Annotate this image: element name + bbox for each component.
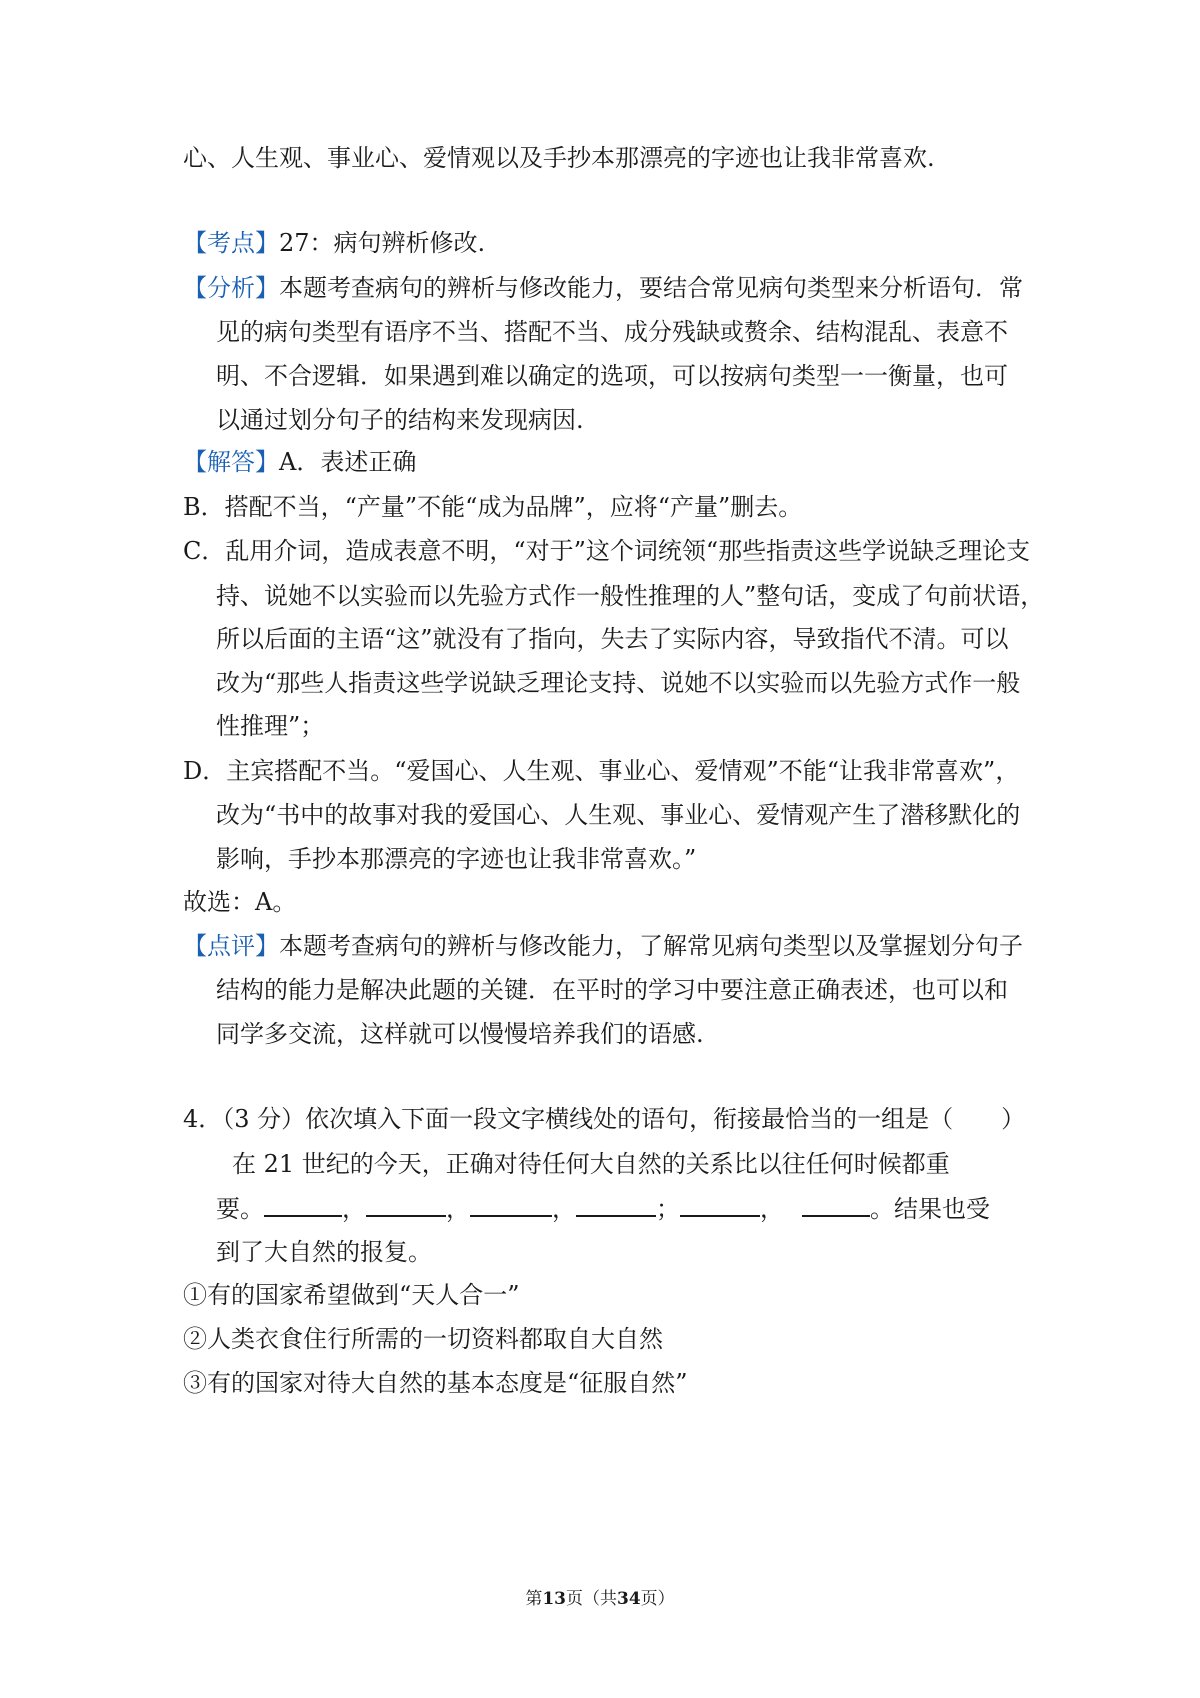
jieda-option-b: B．搭配不当，“产量”不能“成为品牌”，应将“产量”删去。 [183, 493, 803, 521]
continued-text: 心、人生观、事业心、爱情观以及手抄本那漂亮的字迹也让我非常喜欢. [183, 144, 935, 172]
fill-blank-4 [576, 1193, 656, 1217]
punctuation: ， [552, 1195, 576, 1223]
jieda-option-d-line: 改为“书中的故事对我的爱国心、人生观、事业心、爱情观产生了潜移默化的 [216, 801, 1021, 829]
question-option: ③有的国家对待大自然的基本态度是“征服自然” [183, 1369, 688, 1397]
fill-blank-2 [366, 1193, 446, 1217]
jieda-paragraph [183, 447, 1030, 477]
answer-line: 故选：A。 [183, 888, 297, 916]
footer-text: 页） [640, 1589, 675, 1609]
jieda-tag: 【解答】 [183, 448, 279, 476]
question-stem: 4．（3 分）依次填入下面一段文字横线处的语句，衔接最恰当的一组是（ ） [183, 1105, 1026, 1133]
fill-blank-6 [802, 1193, 870, 1217]
kaodian-paragraph [183, 228, 1030, 258]
dianping-line: 本题考查病句的辨析与修改能力，了解常见病句类型以及掌握划分句子 [279, 932, 1023, 960]
punctuation: ； [656, 1195, 680, 1223]
footer-text: 页（共 [566, 1589, 617, 1609]
kaodian-text: 27：病句辨析修改. [279, 229, 486, 257]
jieda-option-c: C．乱用介词，造成表意不明，“对于”这个词统领“那些指责这些学说缺乏理论支 [183, 537, 1031, 565]
dianping-tag: 【点评】 [183, 932, 279, 960]
question-passage-blanks [216, 1193, 1030, 1224]
fenxi-line: 以通过划分句子的结构来发现病因. [216, 406, 584, 434]
jieda-option-c-line: 改为“那些人指责这些学说缺乏理论支持、说她不以实验而以先验方式作一般 [216, 669, 1021, 697]
punctuation: ， [760, 1195, 784, 1223]
question-option: ①有的国家希望做到“天人合一” [183, 1281, 520, 1309]
passage-text: 要。 [216, 1195, 264, 1223]
fill-blank-3 [470, 1193, 552, 1217]
jieda-option-c-line: 持、说她不以实验而以先验方式作一般性推理的人”整句话，变成了句前状语， [216, 582, 1045, 610]
jieda-option-c-line: 所以后面的主语“这”就没有了指向，失去了实际内容，导致指代不清。可以 [216, 625, 1009, 653]
fenxi-line: 见的病句类型有语序不当、搭配不当、成分残缺或赘余、结构混乱、表意不 [216, 318, 1008, 346]
fenxi-line: 明、不合逻辑．如果遇到难以确定的选项，可以按病句类型一一衡量，也可 [216, 362, 1008, 390]
question-passage-line: 在 21 世纪的今天，正确对待任何大自然的关系比以往任何时候都重 [232, 1150, 950, 1178]
fenxi-line: 本题考查病句的辨析与修改能力，要结合常见病句类型来分析语句．常 [279, 274, 1023, 302]
jieda-option-c-line: 性推理”； [216, 712, 325, 740]
page-number: 13 [542, 1589, 566, 1609]
dianping-line: 同学多交流，这样就可以慢慢培养我们的语感. [216, 1020, 704, 1048]
punctuation: ， [446, 1195, 470, 1223]
jieda-option-d: D．主宾搭配不当。“爱国心、人生观、事业心、爱情观”不能“让我非常喜欢”， [183, 757, 1020, 785]
question-passage-line: 到了大自然的报复。 [216, 1238, 432, 1266]
kaodian-tag: 【考点】 [183, 229, 279, 257]
jieda-option-d-line: 影响，手抄本那漂亮的字迹也让我非常喜欢。” [216, 845, 697, 873]
jieda-option-a: A．表述正确 [279, 448, 417, 476]
fill-blank-5 [680, 1193, 760, 1217]
footer-text: 第 [525, 1589, 543, 1609]
fenxi-paragraph [183, 273, 1030, 303]
total-pages: 34 [617, 1589, 641, 1609]
question-option: ②人类衣食住行所需的一切资料都取自大自然 [183, 1325, 663, 1353]
fill-blank-1 [264, 1193, 342, 1217]
fenxi-tag: 【分析】 [183, 274, 279, 302]
punctuation: ， [342, 1195, 366, 1223]
dianping-paragraph [183, 931, 1030, 961]
page-footer [0, 1588, 1200, 1610]
passage-text: 。结果也受 [870, 1195, 990, 1223]
dianping-line: 结构的能力是解决此题的关键．在平时的学习中要注意正确表述，也可以和 [216, 976, 1008, 1004]
